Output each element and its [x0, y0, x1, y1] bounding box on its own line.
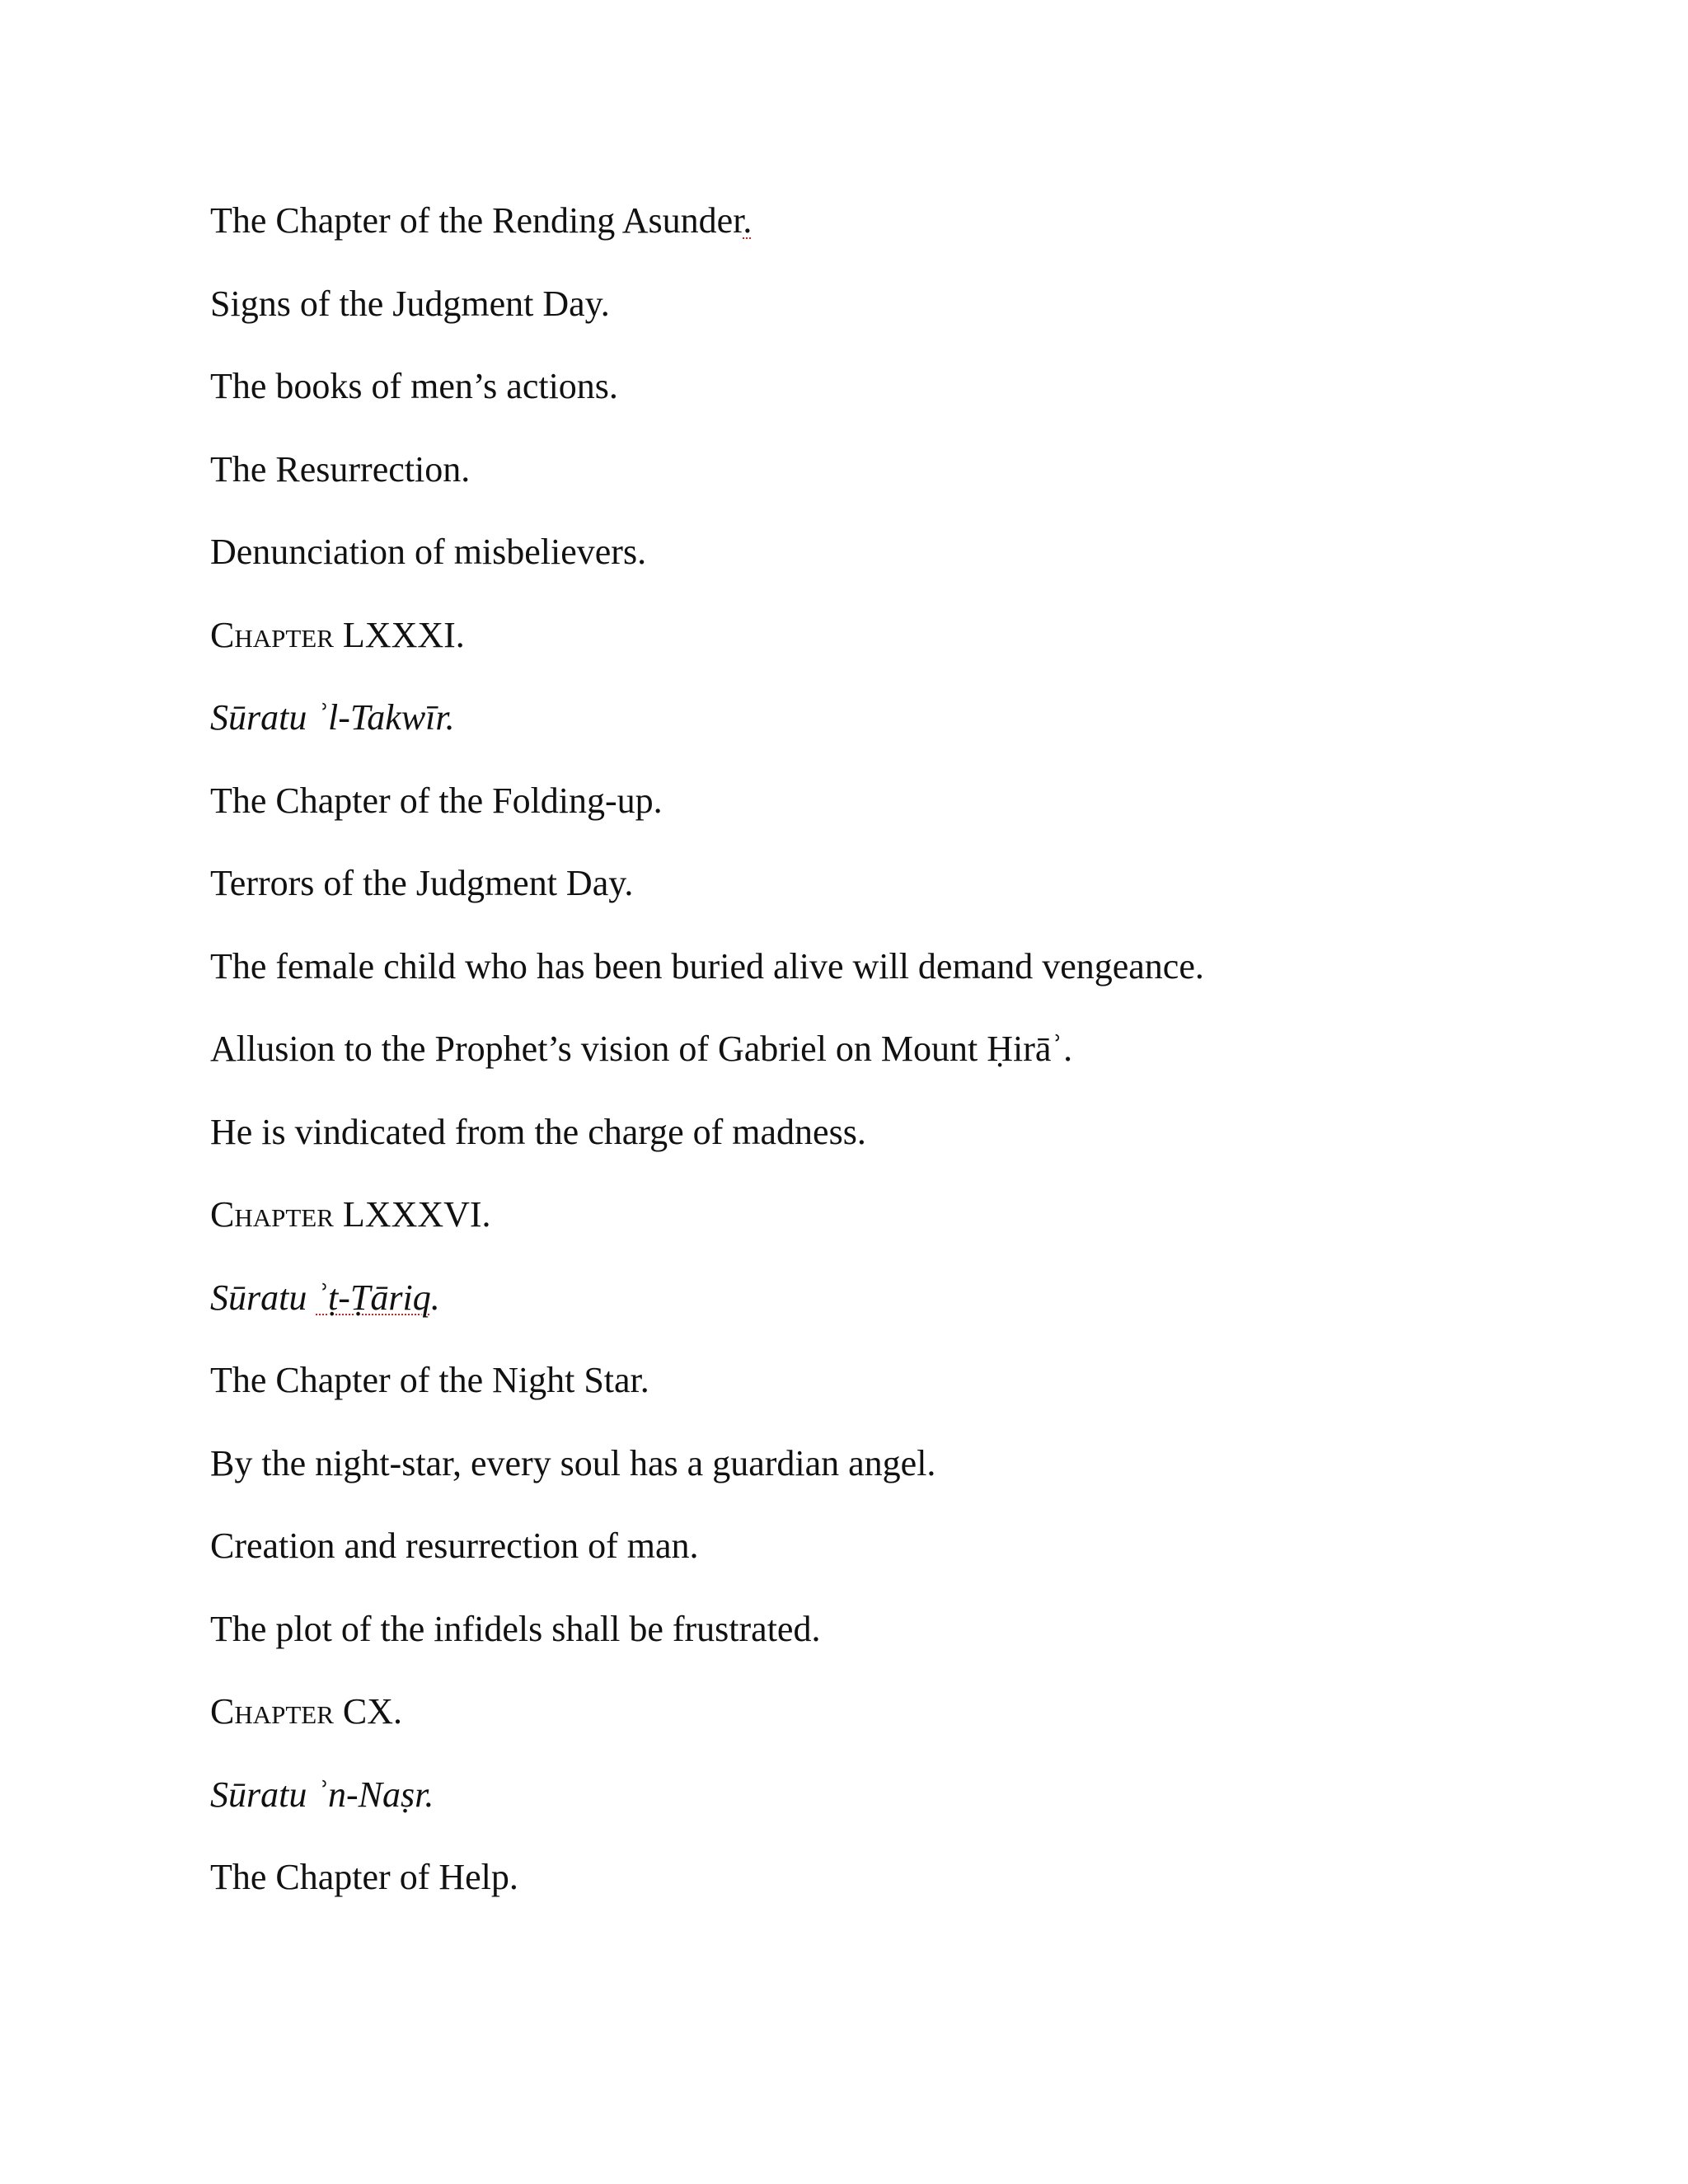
line-text-suffix: . [430, 1277, 440, 1318]
document-line [210, 188, 1611, 271]
document-line [210, 271, 1611, 354]
document-line [210, 1347, 1611, 1431]
line-text: By the night-star, every soul has a guardian angel. [210, 1442, 936, 1483]
line-text: Sūratu ʾn-Naṣr. [210, 1774, 434, 1815]
document-line [210, 1431, 1611, 1514]
document-line [210, 851, 1611, 934]
document-line [210, 768, 1611, 851]
line-text: The Chapter of the Folding-up. [210, 780, 663, 821]
line-text: The plot of the infidels shall be frustrated. [210, 1608, 821, 1649]
document-line [210, 1016, 1611, 1099]
document-line [210, 602, 1611, 686]
document-line [210, 354, 1611, 437]
spellcheck-flagged-text[interactable]: . [743, 200, 753, 241]
line-text: Terrors of the Judgment Day. [210, 863, 634, 903]
document-line [210, 1265, 1611, 1348]
line-text: Chapter LXXXI. [210, 614, 465, 655]
document-line [210, 1182, 1611, 1265]
document-line [210, 1762, 1611, 1845]
document-line [210, 1099, 1611, 1183]
line-text: Chapter LXXXVI. [210, 1194, 491, 1235]
line-text: The books of men’s actions. [210, 366, 618, 406]
document-line [210, 685, 1611, 768]
line-text: The female child who has been buried alive will demand vengeance. [210, 945, 1204, 987]
line-text: Allusion to the Prophet’s vision of Gabriel on Mount Ḥirāʾ. [210, 1029, 1073, 1069]
document-line [210, 1596, 1611, 1680]
line-text: Signs of the Judgment Day. [210, 283, 610, 324]
line-text: Sūratu ʾl-Takwīr. [210, 697, 455, 738]
line-text: The Chapter of Help. [210, 1857, 518, 1897]
line-text: Sūratu [210, 1277, 316, 1318]
line-text: He is vindicated from the charge of madness. [210, 1111, 866, 1152]
line-text: The Resurrection. [210, 448, 471, 490]
document-line [210, 1513, 1611, 1596]
document-line [210, 934, 1611, 1017]
line-text: The Chapter of the Night Star. [210, 1360, 649, 1400]
document-line [210, 437, 1611, 520]
line-text: Denunciation of misbelievers. [210, 532, 647, 572]
line-text: Creation and resurrection of man. [210, 1526, 699, 1566]
document-line [210, 1679, 1611, 1762]
text-lines [210, 188, 1611, 1928]
spellcheck-flagged-text[interactable]: ʾṭ-Ṭāriq [316, 1277, 431, 1318]
line-text: The Chapter of the Rending Asunder [210, 200, 743, 241]
document-line [210, 519, 1611, 602]
document-line [210, 1844, 1611, 1928]
line-text: Chapter CX. [210, 1691, 403, 1732]
